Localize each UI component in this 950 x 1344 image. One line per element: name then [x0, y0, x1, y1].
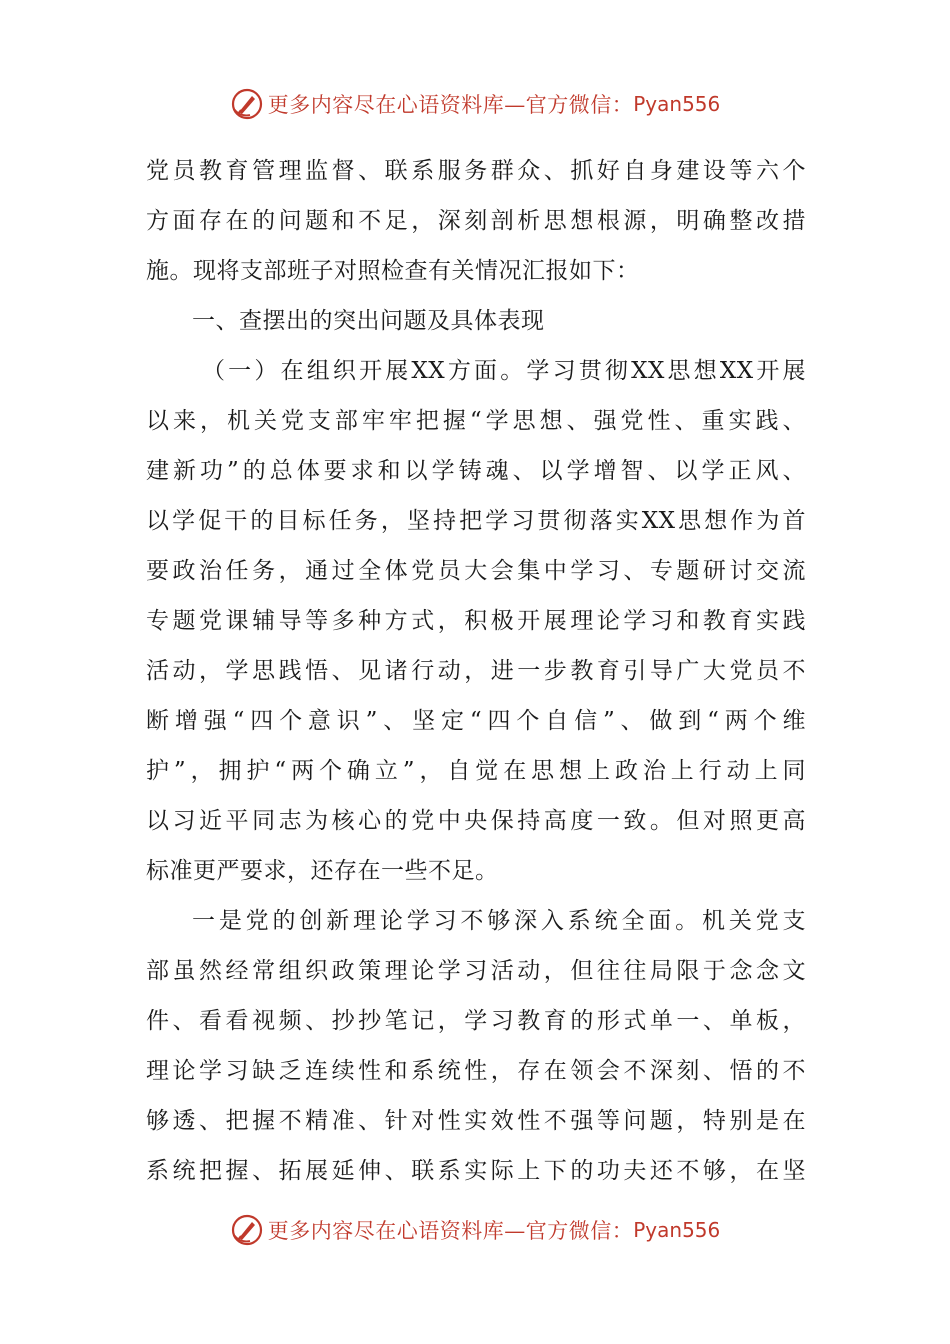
- body-line: 标准更严要求，还存在一些不足。: [146, 858, 499, 884]
- watermark-text: 更多内容尽在心语资料库—官方微信：: [267, 1219, 634, 1243]
- body-line: 够透、把握不精准、针对性实效性不强等问题，特别是在: [146, 1108, 806, 1134]
- paragraph-start-line: 一是党的创新理论学习不够深入系统全面。机关党支: [192, 908, 806, 934]
- subsection-heading-line: （一）在组织开展XX方面。学习贯彻XX思想XX开展: [202, 358, 806, 384]
- body-line: 党员教育管理监督、联系服务群众、抓好自身建设等六个: [146, 158, 806, 184]
- body-line: 专题党课辅导等多种方式，积极开展理论学习和教育实践: [146, 608, 806, 634]
- document-body: [146, 146, 806, 1196]
- header-watermark-banner: [0, 84, 950, 124]
- body-line: 方面存在的问题和不足，深刻剖析思想根源，明确整改措: [146, 208, 806, 234]
- body-line: 要政治任务，通过全体党员大会集中学习、专题研讨交流: [146, 558, 806, 584]
- body-line: 部虽然经常组织政策理论学习活动，但往往局限于念念文: [146, 958, 806, 984]
- watermark-wechat-id: Pyan556: [633, 1218, 721, 1242]
- section-heading: 一、查摆出的突出问题及具体表现: [192, 308, 545, 334]
- body-line: 系统把握、拓展延伸、联系实际上下的功夫还不够，在坚: [146, 1158, 806, 1184]
- body-line: 断增强“四个意识”、坚定“四个自信”、做到“两个维: [146, 708, 806, 734]
- body-line: 以习近平同志为核心的党中央保持高度一致。但对照更高: [146, 808, 806, 834]
- body-line: 活动，学思践悟、见诸行动，进一步教育引导广大党员不: [146, 658, 806, 684]
- footer-watermark-banner: [0, 1210, 950, 1250]
- body-line: 护”，拥护“两个确立”，自觉在思想上政治上行动上同: [146, 758, 806, 784]
- body-line: 以来，机关党支部牢牢把握“学思想、强党性、重实践、: [146, 408, 806, 434]
- quill-pen-logo-icon: [230, 87, 264, 121]
- watermark-text: 更多内容尽在心语资料库—官方微信：: [267, 93, 634, 117]
- watermark-wechat-id: Pyan556: [633, 92, 721, 116]
- body-line: 件、看看视频、抄抄笔记，学习教育的形式单一、单板，: [146, 1008, 806, 1034]
- quill-pen-logo-icon: [230, 1213, 264, 1247]
- body-line: 施。现将支部班子对照检查有关情况汇报如下：: [146, 258, 640, 284]
- body-line: 以学促干的目标任务，坚持把学习贯彻落实XX思想作为首: [146, 508, 806, 534]
- body-line: 理论学习缺乏连续性和系统性，存在领会不深刻、悟的不: [146, 1058, 806, 1084]
- body-line: 建新功”的总体要求和以学铸魂、以学增智、以学正风、: [146, 458, 806, 484]
